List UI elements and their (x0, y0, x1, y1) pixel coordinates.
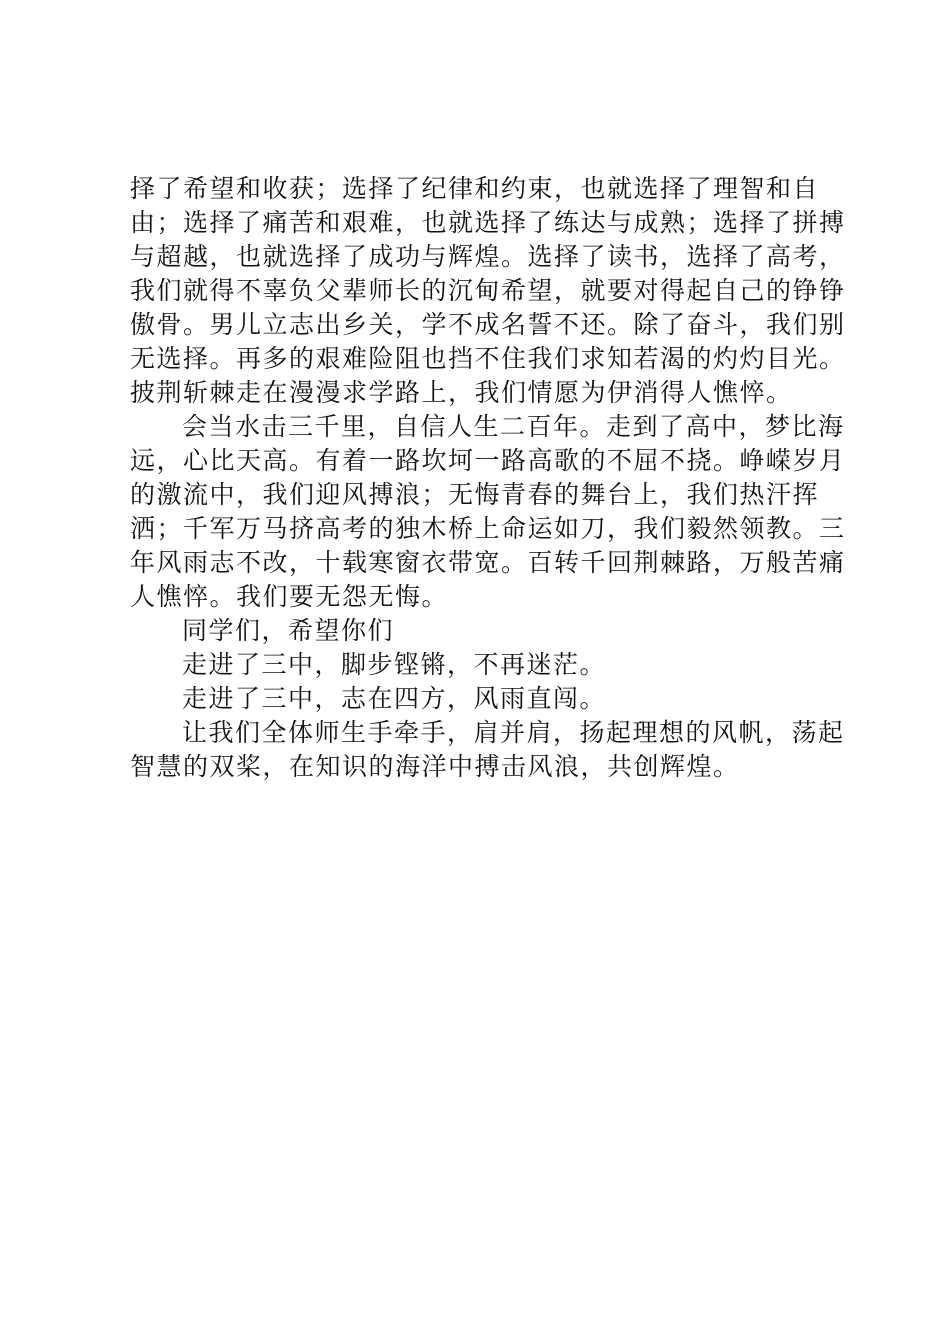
document-body (130, 172, 850, 784)
paragraph-1: 择了希望和收获；选择了纪律和约束，也就选择了理智和自由；选择了痛苦和艰难，也就选择了练达与成熟；选择了拼搏与超越，也就选择了成功与辉煌。选择了读书，选择了高考，我们就得不辜负父辈师长的沉甸希望，就要对得起自己的铮铮傲骨。男儿立志出乡关，学不成名誓不还。除了奋斗，我们别无选择。再多的艰难险阻也挡不住我们求知若渴的灼灼目光。披荆斩棘走在漫漫求学路上，我们情愿为伊消得人憔悴。 (130, 174, 846, 407)
paragraph-5: 走进了三中，志在四方，风雨直闯。 (182, 684, 607, 713)
paragraph-2: 会当水击三千里，自信人生二百年。走到了高中，梦比海远，心比天高。有着一路坎坷一路高歌的不屈不挠。峥嵘岁月的激流中，我们迎风搏浪；无悔青春的舞台上，我们热汗挥洒；千军万马挤高考的独木桥上命运如刀，我们毅然领教。三年风雨志不改，十载寒窗衣带宽。百转千回荆棘路，万般苦痛人憔悴。我们要无怨无悔。 (130, 412, 846, 611)
paragraph-3: 同学们，希望你们 (182, 616, 395, 645)
paragraph-6: 让我们全体师生手牵手，肩并肩，扬起理想的风帆，荡起智慧的双桨，在知识的海洋中搏击风浪，共创辉煌。 (130, 718, 845, 781)
paragraph-4: 走进了三中，脚步铿锵，不再迷茫。 (182, 650, 607, 679)
